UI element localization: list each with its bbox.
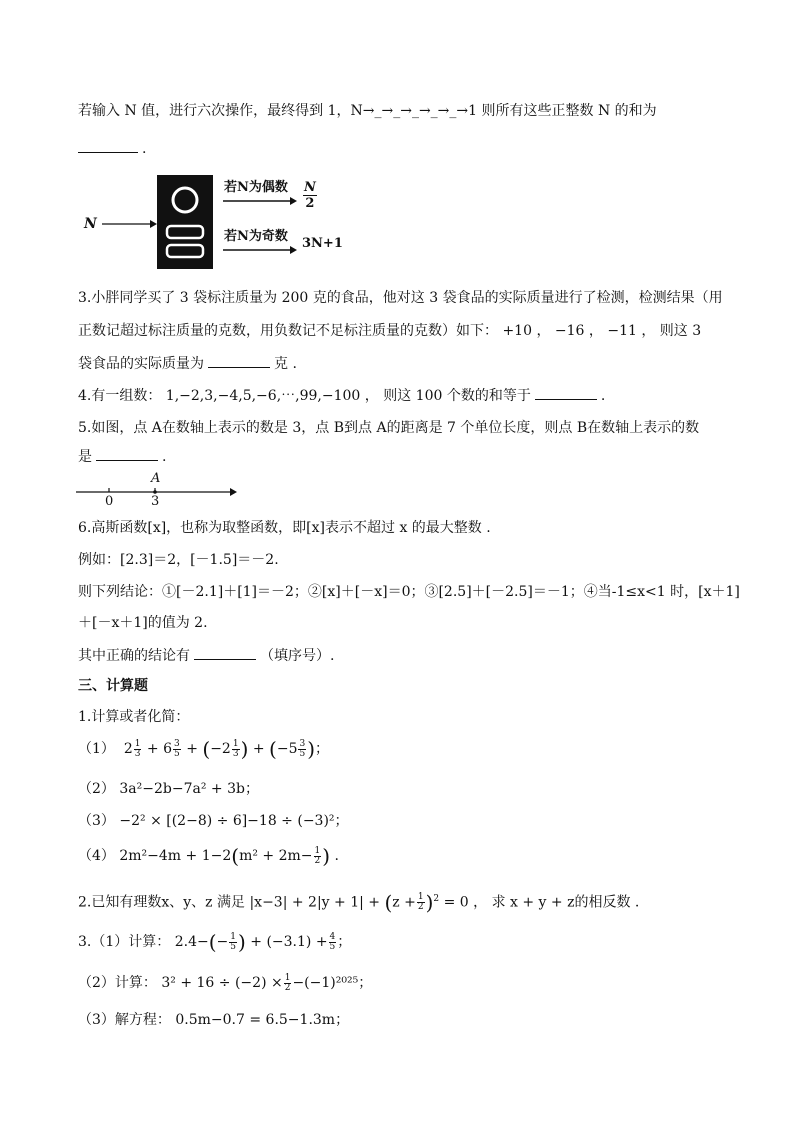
number-line	[76, 472, 238, 516]
question-3-line2: 正数记超过标注质量的克数，用负数记不足标注质量的克数）如下： +10 ， −16 ， −11 ， 则这 3	[78, 323, 702, 339]
machine-symbol-icon	[157, 175, 213, 269]
tick-3-label: 3	[151, 494, 160, 509]
section-title: 三、计算题	[78, 678, 148, 694]
odd-result: 3N+1	[302, 236, 343, 251]
calc-3-part-3: （3）解方程： 0.5m−0.7 = 6.5−1.3m；	[78, 1012, 350, 1028]
calc-1-part-4: （4） 2m²−4m + 1−2(m² + 2m− $\frac{1}{2}$ ) .	[78, 844, 339, 868]
point-a-label: A	[151, 471, 161, 486]
calc-1-part-3: （3） −2² × [(2−8) ÷ 6]−18 ÷ (−3)²；	[78, 813, 349, 829]
machine-input-label: N	[84, 216, 97, 232]
calc-1-title: 1.计算或者化简：	[78, 709, 190, 725]
question-6-line3: 则下列结论：①[－2.1]＋[1]＝－2；②[x]＋[－x]＝0；③[2.5]＋[－2.5]＝－1；④当-1≤x<1 时，[x＋1]	[78, 584, 740, 600]
answer-blank	[78, 138, 138, 153]
calc-3-part-1: 3.（1）计算： 2.4−(− $\frac{1}{5}$ ) + (−3.1) + $\frac{4}{5}$ ；	[78, 930, 352, 954]
odd-arrow-icon	[222, 245, 298, 255]
question-hailstone-line1: 若输入 N 值，进行六次操作，最终得到 1，N→_→_→_→_→_→1 则所有这些正整数 N 的和为	[78, 103, 657, 119]
even-result: $\frac{N}{2}$	[304, 180, 316, 211]
calc-1-part-1: （1） 2 $\frac{1}{3}$ + 6 $\frac{3}{5}$ + (−2 $\frac{1}{3}$ ) + (−5 $\frac{3}{5}$ )；	[78, 737, 330, 761]
question-6-line4: ＋[－x＋1]的值为 2.	[78, 615, 208, 631]
calc-2: 2.已知有理数x、y、z 满足 |x−3| + 2|y + 1| + (z + $\frac{1}{2}$ )$^2$ = 0 ， 求 x + y + z的相反数 .	[78, 890, 640, 915]
machine-box	[157, 175, 213, 269]
calc-3-part-2: （2）计算： 3² + 16 ÷ (−2) × $\frac{1}{2}$ −(−1)²⁰²⁵；	[78, 972, 373, 993]
input-arrow-icon	[100, 218, 158, 230]
question-6-line5: 其中正确的结论有 （填序号）.	[78, 645, 334, 666]
question-4: 4.有一组数： 1,−2,3,−4,5,−6,⋯,99,−100 ， 则这 100 个数的和等于 .	[78, 385, 605, 406]
tick-0-label: 0	[105, 494, 114, 509]
even-condition-label: 若N为偶数	[224, 180, 288, 195]
question-hailstone-line2: .	[78, 138, 146, 159]
even-arrow-icon	[222, 196, 298, 206]
question-5-line2: 是 .	[78, 446, 166, 467]
question-6-line2: 例如：[2.3]＝2，[－1.5]＝－2.	[78, 552, 279, 568]
question-3-line1: 3.小胖同学买了 3 袋标注质量为 200 克的食品，他对这 3 袋食品的实际质量进行了检测，检测结果（用	[78, 290, 723, 306]
question-6-line1: 6.高斯函数[x]，也称为取整函数，即[x]表示不超过 x 的最大整数 .	[78, 520, 491, 536]
question-5-line1: 5.如图，点 A在数轴上表示的数是 3，点 B到点 A的距离是 7 个单位长度，则点 B在数轴上表示的数	[78, 420, 700, 436]
question-3-line3: 袋食品的实际质量为 克 .	[78, 353, 297, 374]
calc-1-part-2: （2） 3a²−2b−7a² + 3b；	[78, 781, 259, 797]
odd-condition-label: 若N为奇数	[224, 229, 288, 244]
